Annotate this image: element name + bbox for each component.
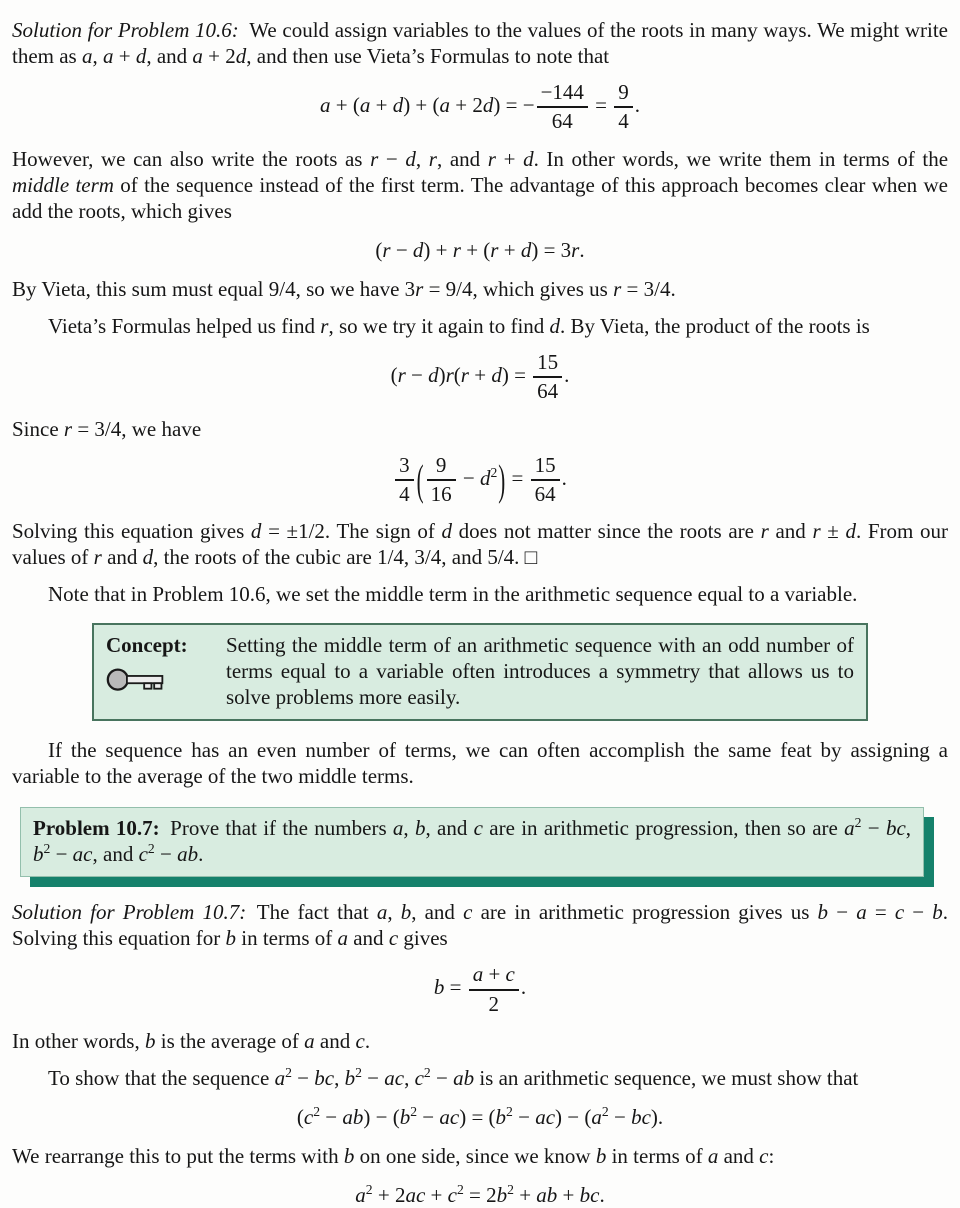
para-note-middle-term: Note that in Problem 10.6, we set the middle term in the arithmetic sequence equal to a variable. [48,582,858,607]
para-b-average-words: In other words, b is the average of a and c. [12,1029,371,1054]
para-solving-for-d: Solving this equation gives d = ±1/2. The sign of d does not matter since the roots are r and r ± d. From our values of r and d, the roots of the cubic are 1/4, 3/4, and 5/4. □ [12,519,948,570]
concept-label: Concept: [106,633,188,658]
concept-label-column [106,632,210,710]
para-vieta-product-intro: Vieta’s Formulas helped us find r, so we try it again to find d. By Vieta, the product of the roots is [48,313,870,338]
para-alternative-roots: However, we can also write the roots as r − d, r, and r + d. In other words, we write them in terms of the middle term of the sequence instead of the first term. The advantage of this approach becomes clear when we add the roots, which gives [12,146,949,223]
concept-text: Setting the middle term of an arithmetic sequence with an odd number of terms equal to a variable often introduces a symmetry that allows us to solve problems more easily. [226,633,854,710]
equation-product-of-roots: (r − d)r(r + d) = $\frac{15}{64}$ . [390,349,570,404]
problem-box [20,807,924,877]
para-solution-10-6-intro: Solution for Problem 10.6: We could assign variables to the values of the roots in many ways. We might write them as a, a + d, and a + 2d, and then use Vieta’s Formulas to note that [12,18,948,68]
problem-label: Problem 10.7: [33,816,160,841]
equation-rearranged: $a^2 + 2ac + c^2 = 2b^2$ + ab + bc. [355,1182,605,1208]
para-even-number-terms: If the sequence has an even number of terms, we can often accomplish the same feat by assigning a variable to the average of the two middle terms. [12,738,948,789]
para-by-vieta-sum: By Vieta, this sum must equal 9/4, so we have 3r = 9/4, which gives us r = 3/4. [12,276,676,301]
para-rearrange-terms: We rearrange this to put the terms with b on one side, since we know b in terms of a and c: [12,1144,775,1169]
equation-d-squared: $\frac{3}{4}$ ( $\frac{9}{16}$ − $d^2$) = $\frac{15}{64}$ . [12,455,948,506]
key-icon [106,665,166,696]
problem-statement: Prove that if the numbers a, b, and c are in arithmetic progression, then so are $a^2$ − bc, $b^2$ − ac, and $c^2$ − ab. [33,815,912,867]
para-since-r-value: Since r = 3/4, we have [12,416,202,441]
equation-arithmetic-condition: $(c^2 - ab) - (b^2 - ac) = (b^2 - ac) - (a^2 - bc)$. [296,1104,664,1130]
equation-vieta-sum: a + (a + d) + (a + 2d) = − $\frac{-144}{64}$ = $\frac{9}{4}$ . [320,80,640,134]
equation-b-average: b = $\frac{a + c}{2}$ . [433,962,527,1016]
para-to-show-sequence: To show that the sequence $a^2$ − bc, $b^2$ − ac, $c^2$ − ab is an arithmetic sequence, we must show that [48,1065,859,1091]
equation-roots-sum-3r: (r − d) + r + (r + d) = 3r. [375,237,585,262]
concept-box [92,623,868,721]
para-solution-10-7-intro: Solution for Problem 10.7: The fact that a, b, and c are in arithmetic progression gives us b − a = c − b. Solving this equation for b in terms of a and c gives [12,900,949,951]
